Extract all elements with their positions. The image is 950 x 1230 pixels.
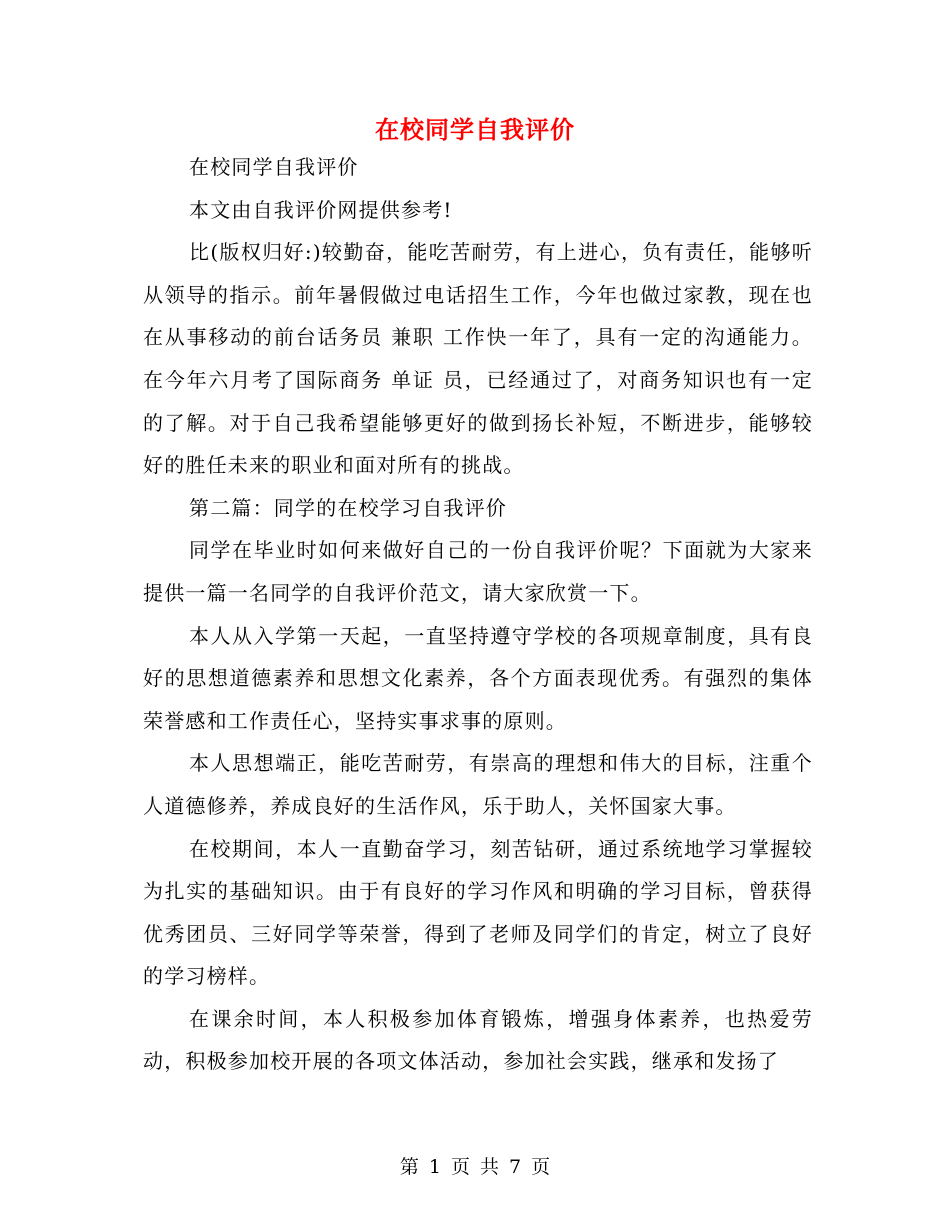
paragraph: 比(版权归好:)较勤奋，能吃苦耐劳，有上进心，负有责任，能够听从领导的指示。前年暑假做过电话招生工作，今年也做过家教，现在也在从事移动的前台话务员 兼职 工作快一年了，具有一定的沟通能力。在今年六月考了国际商务 单证 员，已经通过了，对商务知识也有一定的了解。对于自己我希望能够更好的做到扬长补短，不断进步，能够较好的胜任未来的职业和面对所有的挑战。: [143, 240, 813, 478]
page-number-footer: 第 1 页 共 7 页: [399, 1156, 551, 1178]
document-body: [143, 146, 813, 1083]
document-title: 在校同学自我评价: [375, 115, 575, 144]
paragraph-source-note: 本文由自我评价网提供参考!: [189, 197, 453, 222]
paragraph: 在课余时间，本人积极参加体育锻炼，增强身体素养，也热爱劳动，积极参加校开展的各项文体活动，参加社会实践，继承和发扬了: [143, 1006, 813, 1074]
section-heading: 第二篇：同学的在校学习自我评价: [189, 495, 507, 520]
paragraph: 本人思想端正，能吃苦耐劳，有崇高的理想和伟大的目标，注重个人道德修养，养成良好的生活作风，乐于助人，关怀国家大事。: [143, 751, 813, 818]
paragraph: 本人从入学第一天起，一直坚持遵守学校的各项规章制度，具有良好的思想道德素养和思想文化素养，各个方面表现优秀。有强烈的集体荣誉感和工作责任心，坚持实事求事的原则。: [143, 623, 813, 733]
paragraph: 同学在毕业时如何来做好自己的一份自我评价呢？下面就为大家来提供一篇一名同学的自我评价范文，请大家欣赏一下。: [143, 538, 813, 605]
paragraph: 在校期间，本人一直勤奋学习，刻苦钻研，通过系统地学习掌握较为扎实的基础知识。由于有良好的学习作风和明确的学习目标，曾获得优秀团员、三好同学等荣誉，得到了老师及同学们的肯定，树立了良好的学习榜样。: [143, 836, 813, 989]
paragraph-subtitle: 在校同学自我评价: [189, 155, 359, 179]
